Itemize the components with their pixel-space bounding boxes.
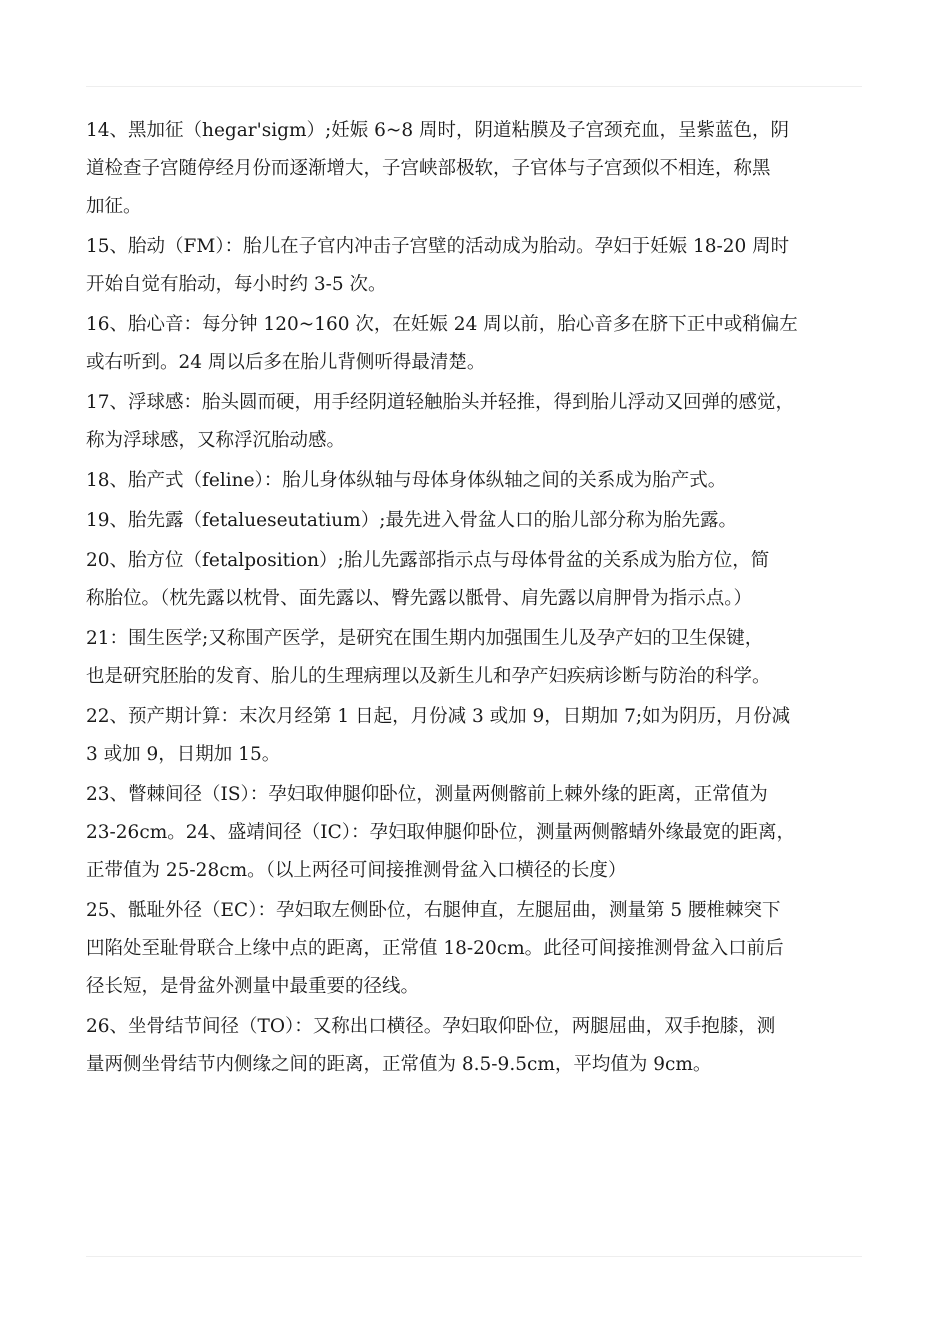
paragraph-26 [86, 1008, 862, 1084]
text-line: 23、瞥棘间径（IS）：孕妇取伸腿仰卧位，测量两侧髂前上棘外缘的距离，正常值为 [86, 784, 768, 805]
paragraph-15 [86, 228, 862, 304]
text-line: 径长短，是骨盆外测量中最重要的径线。 [86, 976, 420, 997]
text-line: 21：围生医学;又称围产医学，是研究在围生期内加强围生儿及孕产妇的卫生保键， [86, 628, 764, 649]
paragraph-18 [86, 462, 862, 500]
text-line: 道检查子宫随停经月份而逐渐增大，子宫峡部极软，子官体与子宫颈似不相连，称黑 [86, 158, 771, 179]
document-body [86, 112, 862, 1086]
text-line: 25、骶耻外径（EC）：孕妇取左侧卧位，右腿伸直，左腿屈曲，测量第 5 腰椎棘突下 [86, 900, 781, 921]
text-line: 17、浮球感：胎头圆而硬，用手经阴道轻触胎头并轻推，得到胎儿浮动又回弹的感觉， [86, 392, 795, 413]
text-line: 量两侧坐骨结节内侧缘之间的距离，正常值为 8.5-9.5cm，平均值为 9cm。 [86, 1054, 712, 1075]
paragraph-16 [86, 306, 862, 382]
paragraph-17 [86, 384, 862, 460]
text-line: 16、胎心音：每分钟 120~160 次，在妊娠 24 周以前，胎心音多在脐下正中或稍偏左 [86, 314, 798, 335]
footer-rule [86, 1256, 862, 1257]
text-line: 开始自觉有胎动，每小时约 3-5 次。 [86, 274, 387, 295]
text-line: 加征。 [86, 196, 142, 217]
text-line: 也是研究胚胎的发育、胎儿的生理病理以及新生儿和孕产妇疾病诊断与防治的科学。 [86, 666, 771, 687]
text-line: 20、胎方位（fetalposition）;胎儿先露部指示点与母体骨盆的关系成为胎方位，简 [86, 550, 770, 571]
paragraph-21 [86, 620, 862, 696]
paragraph-23 [86, 776, 862, 890]
text-line: 14、黑加征（hegar'sigm）;妊娠 6~8 周时，阴道粘膜及子宫颈充血，呈紫蓝色，阴 [86, 120, 790, 141]
text-line: 22、预产期计算：末次月经第 1 日起，月份减 3 或加 9，日期加 7;如为阴历，月份减 [86, 706, 791, 727]
text-line: 称为浮球感，又称浮沉胎动感。 [86, 430, 346, 451]
paragraph-25 [86, 892, 862, 1006]
paragraph-22 [86, 698, 862, 774]
paragraph-20 [86, 542, 862, 618]
text-line: 称胎位。（枕先露以枕骨、面先露以、臀先露以骶骨、肩先露以肩胛骨为指示点。） [86, 588, 753, 609]
text-line: 凹陷处至耻骨联合上缘中点的距离，正常值 18-20cm。此径可间接推测骨盆入口前后 [86, 938, 784, 959]
text-line: 26、坐骨结节间径（TO）：又称出口横径。孕妇取仰卧位，两腿屈曲，双手抱膝，测 [86, 1016, 776, 1037]
paragraph-14 [86, 112, 862, 226]
text-line: 15、胎动（FM）：胎儿在子官内冲击子宫壁的活动成为胎动。孕妇于妊娠 18-20 周时 [86, 236, 790, 257]
text-line: 3 或加 9，日期加 15。 [86, 744, 281, 765]
paragraph-19 [86, 502, 862, 540]
text-line: 19、胎先露（fetalueseutatium）;最先进入骨盆人口的胎儿部分称为胎先露。 [86, 510, 737, 531]
text-line: 18、胎产式（feline）：胎儿身体纵轴与母体身体纵轴之间的关系成为胎产式。 [86, 470, 727, 491]
text-line: 或右听到。24 周以后多在胎儿背侧听得最清楚。 [86, 352, 486, 373]
header-rule [86, 86, 862, 87]
text-line: 23-26cm。24、盛靖间径（IC）：孕妇取伸腿仰卧位，测量两侧髂蜻外缘最宽的距离， [86, 822, 795, 843]
text-line: 正带值为 25-28cm。（以上两径可间接推测骨盆入口横径的长度） [86, 860, 627, 881]
